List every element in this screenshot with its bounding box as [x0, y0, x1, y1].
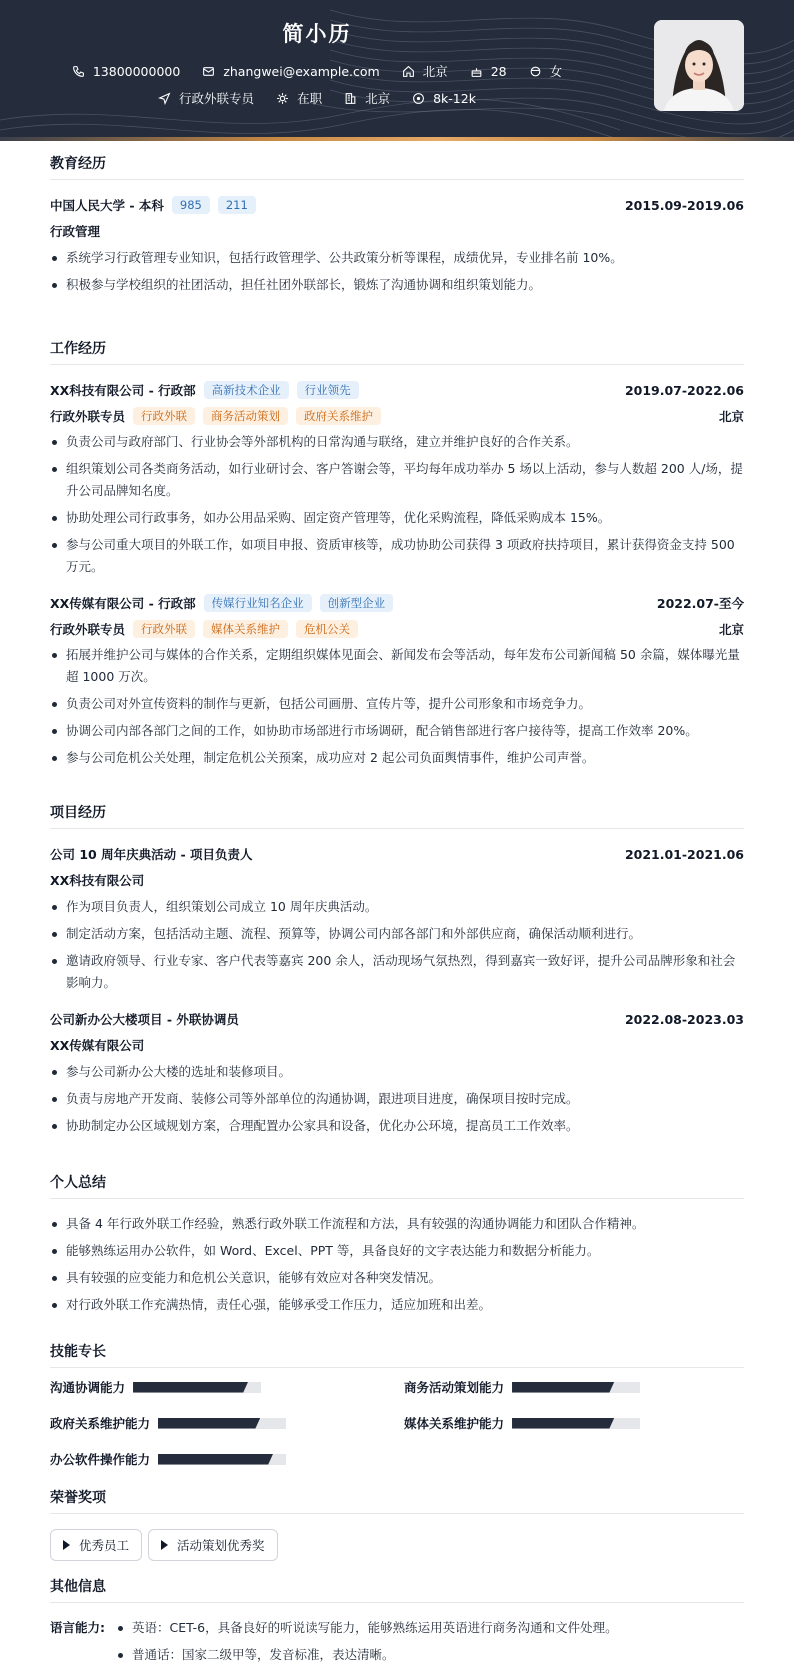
awards-section	[50, 1487, 744, 1561]
contact-row	[0, 62, 634, 80]
list-item: 协助制定办公区域规划方案，合理配置办公家具和设备，优化办公环境，提高员工工作效率。	[50, 1115, 744, 1137]
role-tag: 政府关系维护	[296, 407, 381, 425]
company-tag: 行业领先	[297, 381, 359, 399]
salary-item	[412, 91, 476, 106]
work-bullets	[50, 644, 744, 769]
school-tag: 985	[172, 196, 210, 214]
gender-item	[529, 62, 563, 80]
company-tag: 高新技术企业	[204, 381, 289, 399]
projects-section	[50, 802, 744, 1142]
project-date: 2021.01-2021.06	[624, 846, 744, 862]
work-item	[50, 379, 744, 578]
list-item: 负责公司对外宣传资料的制作与更新，包括公司画册、宣传片等，提升公司形象和市场竞争力。	[50, 693, 744, 715]
city-text: 北京	[365, 91, 391, 106]
list-item: 负责公司与政府部门、行业协会等外部机构的日常沟通与联络，建立并维护良好的合作关系。	[50, 431, 744, 453]
mail-icon	[202, 65, 215, 78]
language-list	[110, 1617, 618, 1671]
gender-icon	[529, 65, 542, 78]
email-item	[202, 64, 379, 79]
list-item: 作为项目负责人，组织策划公司成立 10 周年庆典活动。	[50, 896, 744, 918]
skill-bar	[133, 1382, 261, 1393]
role-tag: 危机公关	[296, 620, 358, 638]
salary-text: 8k-12k	[433, 90, 476, 106]
work-header-row	[50, 379, 744, 401]
section-title: 教育经历	[50, 153, 744, 180]
award-name: 活动策划优秀奖	[177, 1538, 265, 1553]
gender-text: 女	[549, 64, 563, 79]
work-date: 2022.07-至今	[656, 596, 744, 611]
list-item: 普通话：国家二级甲等，发音标准，表达清晰。	[116, 1644, 618, 1666]
skill-item	[404, 1378, 640, 1396]
list-item: 协调公司内部各部门之间的工作，如协助市场部进行市场调研，配合销售部进行客户接待等，提高工作效率 20%。	[50, 720, 744, 742]
skill-bar	[512, 1418, 640, 1429]
section-title: 荣誉奖项	[50, 1487, 744, 1514]
status-text: 在职	[297, 91, 323, 106]
company-name: XX传媒有限公司 - 行政部	[50, 596, 196, 611]
list-item: 协助处理公司行政事务，如办公用品采购、固定资产管理等，优化采购流程，降低采购成本 15%。	[50, 507, 744, 529]
phone-text: 13800000000	[92, 63, 181, 79]
project-name: 公司 10 周年庆典活动 - 项目负责人	[50, 847, 253, 862]
education-date: 2015.09-2019.06	[624, 197, 744, 213]
list-item: 邀请政府领导、行业专家、客户代表等嘉宾 200 余人，活动现场气氛热烈，得到嘉宾一致好评，提升公司品牌形象和社会影响力。	[50, 950, 744, 994]
work-section	[50, 338, 744, 774]
role-tag: 商务活动策划	[203, 407, 288, 425]
skill-bar-fill	[133, 1382, 248, 1393]
summary-section	[50, 1172, 744, 1321]
education-section	[50, 153, 744, 301]
school-name: 中国人民大学 - 本科	[50, 198, 164, 213]
section-title: 项目经历	[50, 802, 744, 829]
phone-item	[72, 64, 180, 79]
work-bullets	[50, 431, 744, 578]
skill-bar	[158, 1418, 286, 1429]
avatar-portrait	[654, 20, 744, 111]
list-item: 英语：CET-6，具备良好的听说读写能力，能够熟练运用英语进行商务沟通和文件处理。	[116, 1617, 618, 1639]
header-accent-line	[0, 137, 794, 141]
skill-bar-fill	[158, 1418, 260, 1429]
role-row	[50, 405, 744, 427]
list-item: 系统学习行政管理专业知识，包括行政管理学、公共政策分析等课程，成绩优异，专业排名前 10%。	[50, 247, 744, 269]
skill-name: 媒体关系维护能力	[404, 1416, 505, 1431]
project-bullets	[50, 1061, 744, 1137]
project-date: 2022.08-2023.03	[624, 1011, 744, 1027]
role-tag: 行政外联	[133, 407, 195, 425]
role-name: 行政外联专员	[50, 622, 126, 637]
company-tag: 传媒行业知名企业	[204, 594, 312, 612]
section-title: 技能专长	[50, 1341, 744, 1368]
location-text: 北京	[422, 64, 448, 79]
skill-name: 政府关系维护能力	[50, 1416, 151, 1431]
other-section	[50, 1576, 744, 1671]
location-item	[402, 62, 448, 80]
play-icon	[63, 1540, 70, 1550]
school-tag: 211	[218, 196, 256, 214]
list-item: 参与公司重大项目的外联工作，如项目申报、资质审核等，成功协助公司获得 3 项政府扶持项目，累计获得资金支持 500 万元。	[50, 534, 744, 578]
project-header-row	[50, 843, 744, 865]
position-item	[158, 89, 254, 107]
list-item: 负责与房地产开发商、装修公司等外部单位的沟通协调，跟进项目进度，确保项目按时完成。	[50, 1088, 744, 1110]
building-icon	[344, 92, 357, 105]
position-text: 行政外联专员	[179, 91, 255, 106]
education-header-row	[50, 194, 744, 216]
skill-bar-fill	[512, 1382, 614, 1393]
project-header-row	[50, 1008, 744, 1030]
cake-icon	[470, 65, 483, 78]
skill-item	[50, 1450, 286, 1468]
role-row	[50, 618, 744, 640]
skill-name: 沟通协调能力	[50, 1380, 126, 1395]
project-bullets	[50, 896, 744, 994]
list-item: 参与公司新办公大楼的选址和装修项目。	[50, 1061, 744, 1083]
skill-name: 商务活动策划能力	[404, 1380, 505, 1395]
city-item	[344, 89, 390, 107]
list-item: 对行政外联工作充满热情，责任心强，能够承受工作压力，适应加班和出差。	[50, 1294, 744, 1316]
resume-header	[0, 0, 794, 141]
play-icon	[161, 1540, 168, 1550]
skill-bar-fill	[158, 1454, 273, 1465]
gear-icon	[276, 92, 289, 105]
work-item	[50, 592, 744, 769]
list-item: 积极参与学校组织的社团活动，担任社团外联部长，锻炼了沟通协调和组织策划能力。	[50, 274, 744, 296]
skill-bar	[512, 1382, 640, 1393]
send-icon	[158, 92, 171, 105]
project-name: 公司新办公大楼项目 - 外联协调员	[50, 1012, 239, 1027]
award-badge	[50, 1529, 142, 1561]
list-item: 拓展并维护公司与媒体的合作关系，定期组织媒体见面会、新闻发布会等活动，每年发布公司新闻稿 50 余篇，媒体曝光量超 1000 万次。	[50, 644, 744, 688]
skill-item	[50, 1414, 286, 1432]
project-item	[50, 843, 744, 994]
skill-item	[50, 1378, 261, 1396]
age-text: 28	[490, 63, 507, 79]
skill-bar	[158, 1454, 286, 1465]
role-name: 行政外联专员	[50, 409, 126, 424]
skill-bar-fill	[512, 1418, 614, 1429]
list-item: 具备 4 年行政外联工作经验，熟悉行政外联工作流程和方法，具有较强的沟通协调能力和团队合作精神。	[50, 1213, 744, 1235]
company-tag: 创新型企业	[320, 594, 394, 612]
work-header-row	[50, 592, 744, 614]
salary-icon	[412, 92, 425, 105]
project-item	[50, 1008, 744, 1137]
work-city: 北京	[718, 622, 744, 637]
list-item: 参与公司危机公关处理，制定危机公关预案，成功应对 2 起公司负面舆情事件，维护公司声誉。	[50, 747, 744, 769]
company-name: XX科技有限公司 - 行政部	[50, 383, 196, 398]
project-company: XX传媒有限公司	[50, 1038, 145, 1053]
job-intent-row	[0, 89, 634, 107]
work-city: 北京	[718, 409, 744, 424]
profile-photo	[654, 20, 744, 111]
role-tag: 行政外联	[133, 620, 195, 638]
project-company: XX科技有限公司	[50, 873, 145, 888]
list-item: 制定活动方案，包括活动主题、流程、预算等，协调公司内部各部门和外部供应商，确保活动顺利进行。	[50, 923, 744, 945]
home-icon	[402, 65, 415, 78]
education-bullets	[50, 247, 744, 296]
skills-section	[50, 1341, 744, 1481]
candidate-name: 简小历	[282, 22, 352, 46]
role-tag: 媒体关系维护	[203, 620, 288, 638]
skill-name: 办公软件操作能力	[50, 1452, 151, 1467]
award-name: 优秀员工	[79, 1538, 130, 1553]
skill-item	[404, 1414, 640, 1432]
language-label: 语言能力:	[50, 1620, 105, 1635]
language-row	[50, 1617, 744, 1671]
major-name: 行政管理	[50, 224, 101, 239]
email-text: zhangwei@example.com	[223, 63, 380, 79]
section-title: 个人总结	[50, 1172, 744, 1199]
list-item: 具有较强的应变能力和危机公关意识，能够有效应对各种突发情况。	[50, 1267, 744, 1289]
summary-bullets	[50, 1213, 744, 1316]
age-item	[470, 64, 507, 79]
list-item: 组织策划公司各类商务活动，如行业研讨会、客户答谢会等，平均每年成功举办 5 场以上活动，参与人数超 200 人/场，提升公司品牌知名度。	[50, 458, 744, 502]
list-item: 能够熟练运用办公软件，如 Word、Excel、PPT 等，具备良好的文字表达能力和数据分析能力。	[50, 1240, 744, 1262]
award-badge	[148, 1529, 278, 1561]
section-title: 工作经历	[50, 338, 744, 365]
phone-icon	[72, 65, 85, 78]
work-date: 2019.07-2022.06	[624, 382, 744, 398]
section-title: 其他信息	[50, 1576, 744, 1603]
status-item	[276, 89, 322, 107]
